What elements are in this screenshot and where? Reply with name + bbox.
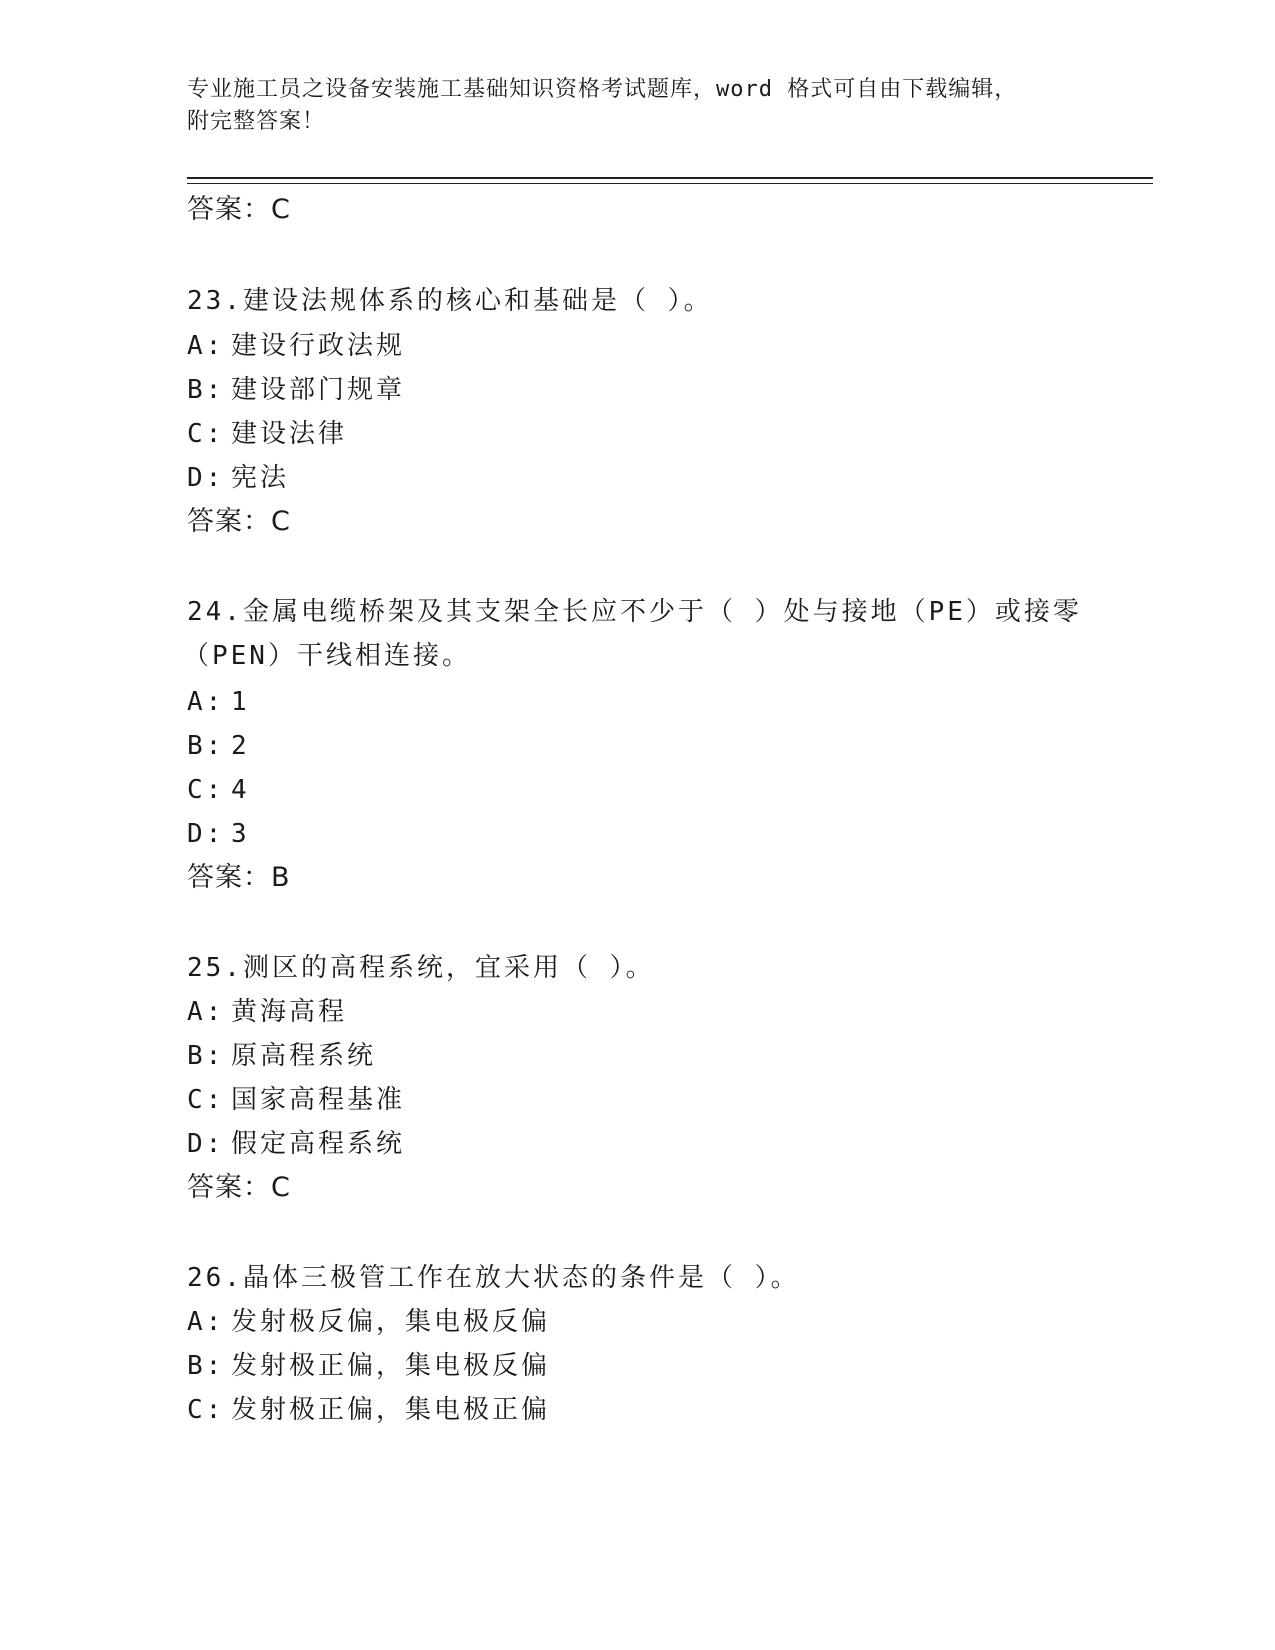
- q24-option-d: [187, 818, 250, 850]
- option-key: A:: [187, 687, 225, 717]
- document-header: [187, 74, 1067, 138]
- option-key: A:: [187, 1307, 225, 1337]
- q25-option-c: [187, 1084, 405, 1116]
- question-26: 26.晶体三极管工作在放大状态的条件是（ ）。: [187, 1263, 800, 1293]
- q23-option-c: [187, 418, 347, 450]
- q25-option-b: [187, 1040, 376, 1072]
- option-text: 黄海高程: [231, 997, 348, 1027]
- option-key: C:: [187, 1085, 225, 1115]
- header-divider-thick: [187, 177, 1153, 179]
- q23-option-a: [187, 330, 405, 362]
- option-text: 国家高程基准: [231, 1085, 406, 1115]
- option-key: B:: [187, 731, 225, 761]
- q23-option-b: [187, 374, 405, 406]
- header-line-1: 专业施工员之设备安装施工基础知识资格考试题库，word 格式可自由下载编辑，: [187, 77, 1018, 102]
- option-key: C:: [187, 1395, 225, 1425]
- option-text: 1: [231, 687, 250, 717]
- header-divider-thin: [187, 183, 1153, 184]
- q25-answer: 答案：C: [187, 1172, 291, 1203]
- question-24: 24.金属电缆桥架及其支架全长应不少于（ ）处与接地（PE）或接零: [187, 597, 1082, 627]
- option-text: 发射极反偏，集电极反偏: [231, 1307, 551, 1337]
- option-text: 发射极正偏，集电极反偏: [231, 1351, 551, 1381]
- header-line-2: 附完整答案！: [187, 109, 326, 134]
- option-key: D:: [187, 1129, 225, 1159]
- question-25: 25.测区的高程系统，宜采用（ ）。: [187, 953, 655, 983]
- option-key: D:: [187, 819, 225, 849]
- option-text: 建设法律: [231, 419, 348, 449]
- q24-option-a: [187, 686, 250, 718]
- option-text: 建设行政法规: [231, 331, 406, 361]
- option-text: 发射极正偏，集电极正偏: [231, 1395, 551, 1425]
- q24-option-b: [187, 730, 250, 762]
- option-key: B:: [187, 375, 225, 405]
- option-key: B:: [187, 1041, 225, 1071]
- q24-answer: 答案：B: [187, 862, 291, 893]
- option-text: 宪法: [231, 463, 290, 493]
- option-key: D:: [187, 463, 225, 493]
- option-key: C:: [187, 419, 225, 449]
- q26-option-c: [187, 1394, 550, 1426]
- q25-option-a: [187, 996, 347, 1028]
- option-text: 4: [231, 775, 250, 805]
- option-key: B:: [187, 1351, 225, 1381]
- question-23: 23.建设法规体系的核心和基础是（ ）。: [187, 286, 713, 316]
- q26-option-a: [187, 1306, 550, 1338]
- q23-answer: 答案：C: [187, 506, 291, 537]
- option-key: A:: [187, 331, 225, 361]
- option-text: 假定高程系统: [231, 1129, 406, 1159]
- option-key: C:: [187, 775, 225, 805]
- option-text: 2: [231, 731, 250, 761]
- previous-answer: 答案：C: [187, 194, 291, 225]
- q25-option-d: [187, 1128, 405, 1160]
- option-text: 建设部门规章: [231, 375, 406, 405]
- q24-option-c: [187, 774, 250, 806]
- q26-option-b: [187, 1350, 550, 1382]
- q23-option-d: [187, 462, 289, 494]
- question-24-continued: （PEN）干线相连接。: [183, 641, 471, 671]
- option-text: 3: [231, 819, 250, 849]
- option-text: 原高程系统: [231, 1041, 377, 1071]
- option-key: A:: [187, 997, 225, 1027]
